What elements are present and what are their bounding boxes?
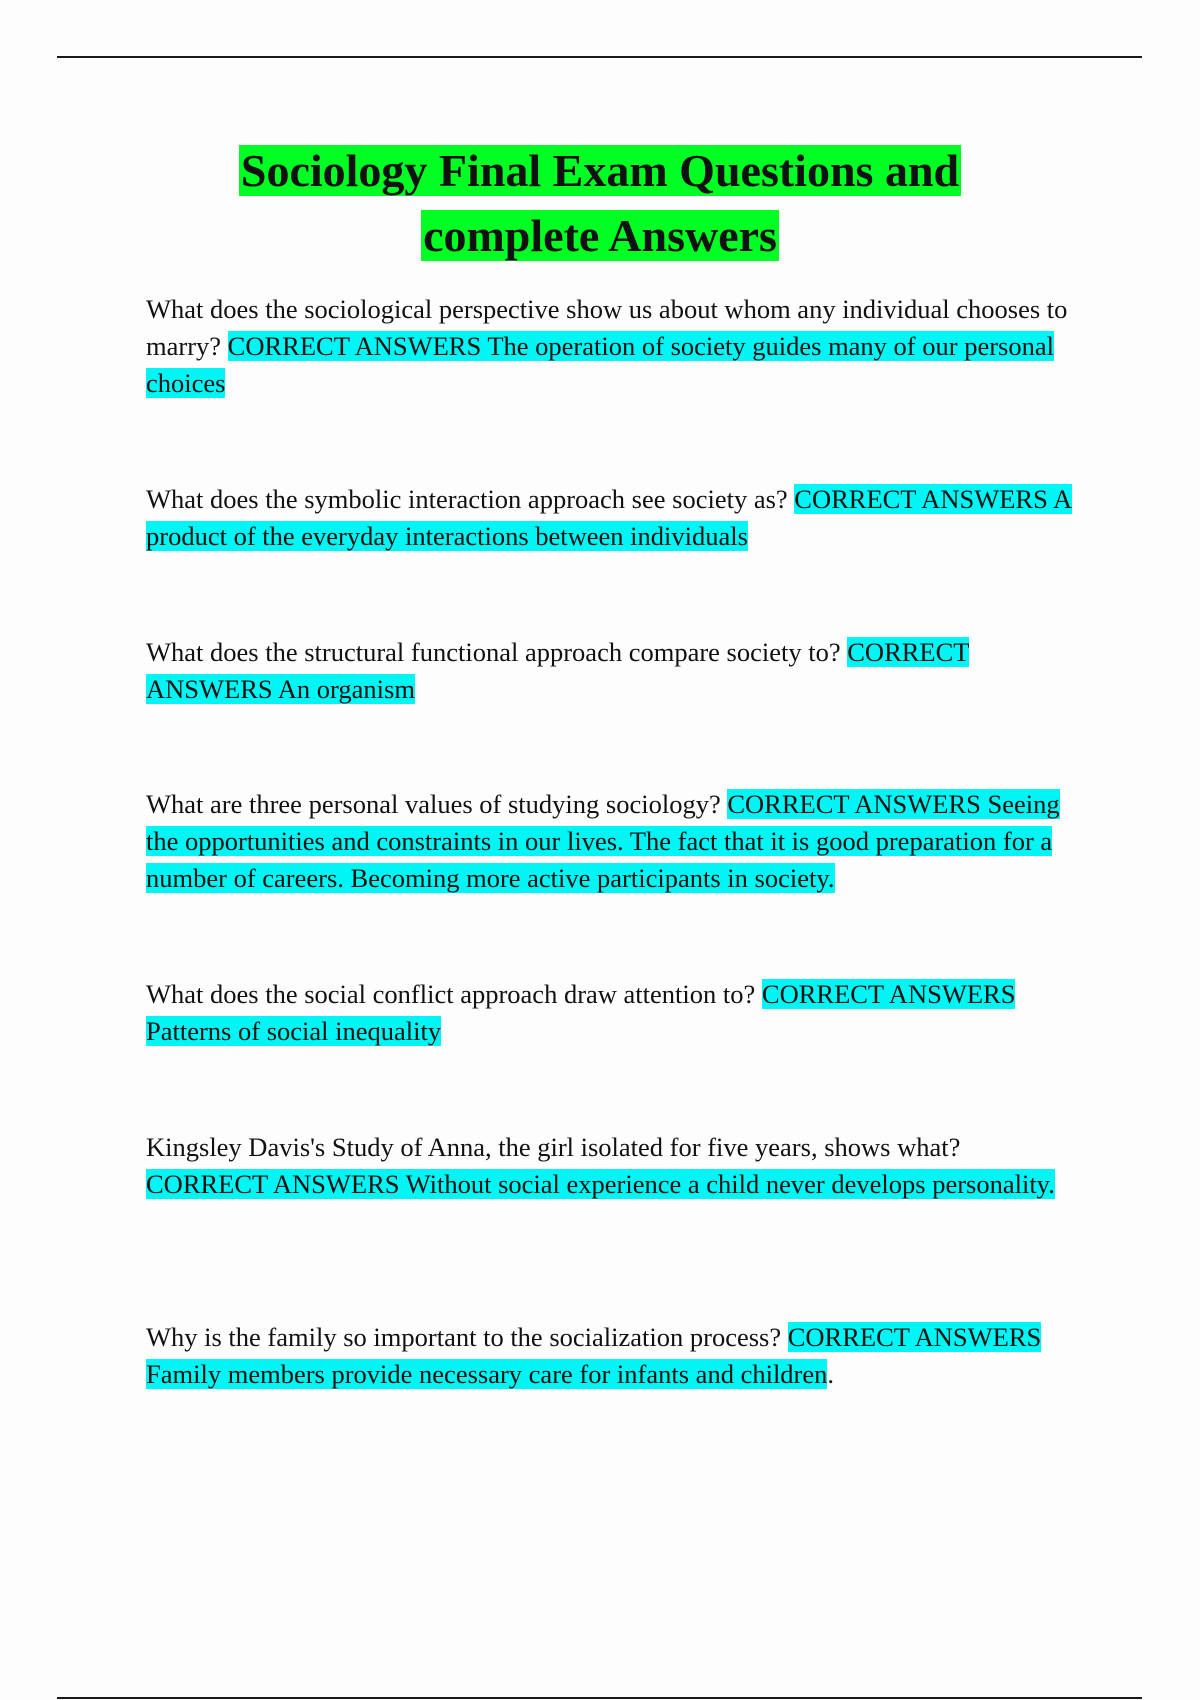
answer-text: CORRECT ANSWERS The operation of society guides many of our personal choices: [146, 331, 1054, 398]
answer-text: CORRECT ANSWERS A product of the everyday interactions between individuals: [146, 484, 1073, 551]
question-text: Kingsley Davis's Study of Anna, the girl isolated for five years, shows what?: [146, 1132, 961, 1162]
qa-item-7: [146, 1319, 1086, 1393]
qa-item-2: [146, 481, 1086, 555]
qa-item-5: [146, 976, 1086, 1050]
answer-text: CORRECT ANSWERS An organism: [146, 637, 970, 704]
title-line-2: complete Answers: [423, 210, 777, 261]
qa-item-3: [146, 634, 1086, 708]
question-text: What are three personal values of studying sociology?: [146, 789, 728, 819]
question-text: What does the sociological perspective show us about whom any individual chooses to marry?: [146, 294, 1068, 361]
answer-text: CORRECT ANSWERS Without social experience a child never develops personality.: [146, 1169, 1055, 1199]
answer-text: CORRECT ANSWERS Patterns of social inequality: [146, 979, 1016, 1046]
answer-tail: .: [827, 1359, 835, 1389]
question-text: Why is the family so important to the socialization process?: [146, 1322, 788, 1352]
question-text: What does the structural functional approach compare society to?: [146, 637, 848, 667]
qa-item-1: [146, 291, 1086, 402]
question-text: What does the symbolic interaction approach see society as?: [146, 484, 795, 514]
document-title: [140, 138, 1060, 268]
answer-text: CORRECT ANSWERS Seeing the opportunities and constraints in our lives. The fact that it is good preparation for a number of careers. Becoming more active participants in society.: [146, 789, 1060, 893]
question-text: What does the social conflict approach draw attention to?: [146, 979, 762, 1009]
answer-text: CORRECT ANSWERS Family members provide necessary care for infants and children: [146, 1322, 1042, 1389]
title-line-1: Sociology Final Exam Questions and: [240, 145, 960, 196]
bottom-rule: [57, 1697, 1142, 1699]
qa-item-4: [146, 786, 1086, 897]
top-rule: [57, 56, 1142, 58]
qa-item-6: [146, 1129, 1086, 1203]
